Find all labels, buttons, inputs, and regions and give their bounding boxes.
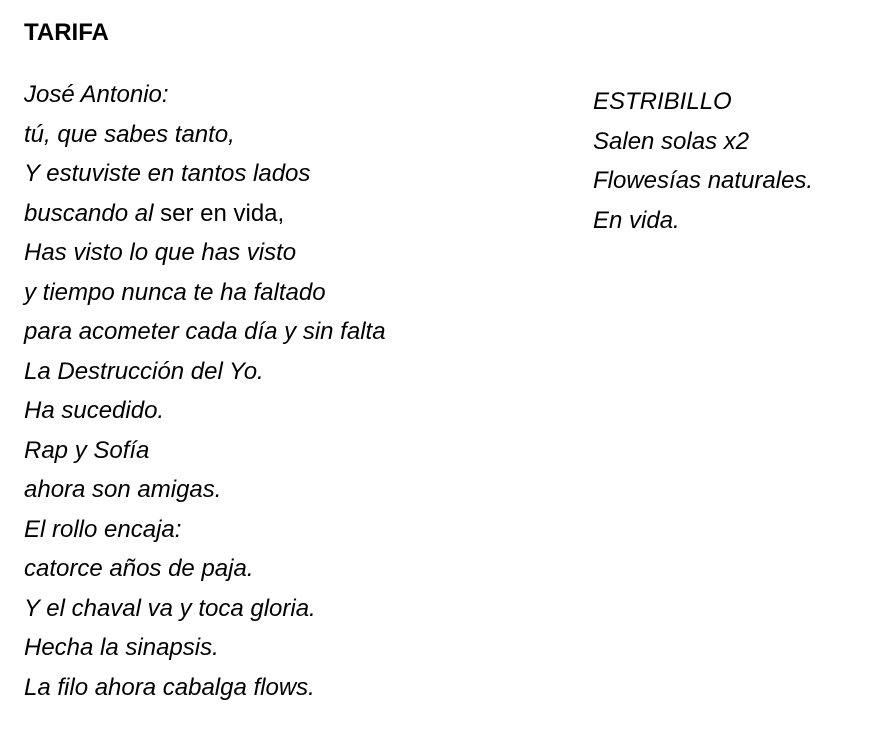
- verse-line: tú, que sabes tanto,: [24, 120, 235, 148]
- verse-line: Ha sucedido.: [24, 397, 165, 424]
- verse-line: Has visto lo que has visto: [24, 239, 297, 266]
- verse-line: La filo ahora cabalga flows.: [24, 673, 315, 701]
- chorus-line: Flowesías naturales.: [593, 167, 814, 194]
- verse-line: y tiempo nunca te ha faltado: [24, 278, 326, 306]
- verse-line: Rap y Sofía: [24, 436, 150, 464]
- chorus-heading: ESTRIBILLO: [593, 88, 732, 115]
- chorus-column: [593, 82, 883, 240]
- verse-line-upright-part: ser en vida,: [160, 199, 285, 227]
- verse-line: [24, 194, 544, 234]
- verse-line: Y estuviste en tantos lados: [24, 160, 311, 187]
- verse-line: para acometer cada día y sin falta: [24, 318, 386, 345]
- verse-line: Y el chaval va y toca gloria.: [24, 594, 316, 622]
- document-title: TARIFA: [24, 19, 109, 46]
- verse-line: José Antonio:: [24, 81, 169, 108]
- chorus-line: Salen solas x2: [593, 127, 750, 155]
- verse-column: [24, 75, 544, 707]
- verse-line: ahora son amigas.: [24, 476, 222, 503]
- verse-line-italic-part: buscando al: [24, 199, 161, 227]
- verse-line: Hecha la sinapsis.: [24, 634, 219, 661]
- chorus-line: En vida.: [593, 206, 680, 234]
- verse-line: catorce años de paja.: [24, 555, 254, 582]
- verse-line: La Destrucción del Yo.: [24, 357, 264, 385]
- verse-line: El rollo encaja:: [24, 515, 182, 543]
